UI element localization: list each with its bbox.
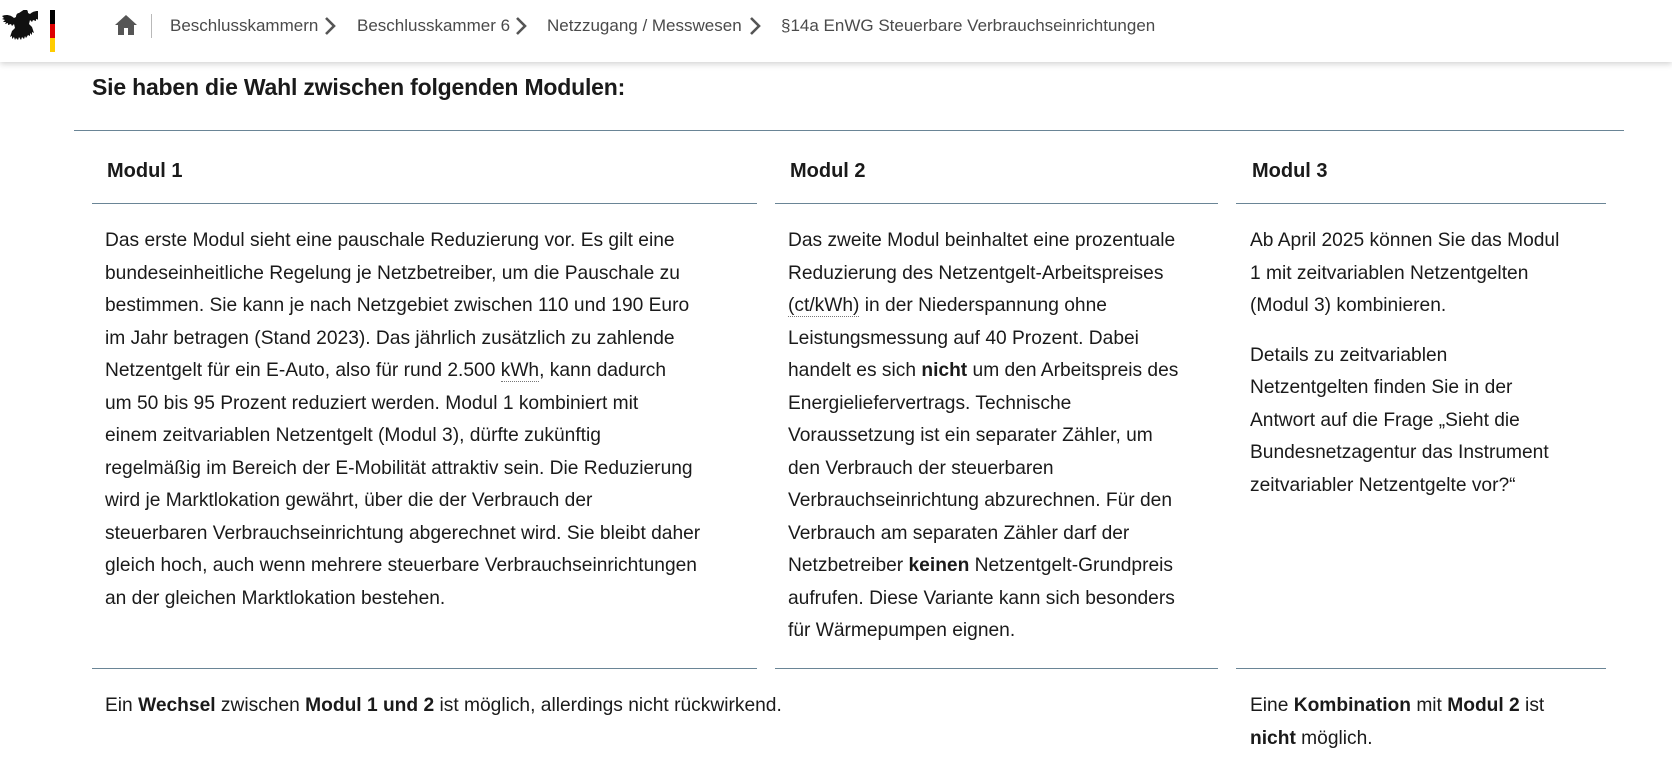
- text-line: steuerbaren Verbrauchseinrichtung abgerechnet wird. Sie bleibt daher: [105, 522, 701, 544]
- text-line: Details zu zeitvariablen: [1250, 344, 1448, 366]
- module-3-combination-note: [1250, 690, 1544, 755]
- section-heading: Sie haben die Wahl zwischen folgenden Modulen:: [92, 74, 626, 100]
- emphasis-wechsel: Wechsel: [138, 695, 216, 716]
- emphasis-modul-1-und-2: Modul 1 und 2: [305, 695, 435, 716]
- text-line: Verbrauchseinrichtung abzurechnen. Für den: [788, 490, 1172, 511]
- module-1-header-divider: [92, 203, 757, 204]
- text-line: 1 mit zeitvariablen Netzentgelten: [1250, 262, 1529, 284]
- text-line: an der gleichen Marktlokation bestehen.: [105, 587, 446, 609]
- text-line: regelmäßig im Bereich der E-Mobilität attraktiv sein. Die Reduzierung: [105, 457, 693, 479]
- module-2-header-divider: [775, 203, 1218, 204]
- breadcrumb-item-beschlusskammer-6[interactable]: Beschlusskammer 6: [357, 16, 511, 35]
- flag-black: [50, 10, 55, 24]
- eagle-icon: [0, 10, 38, 50]
- text-segment: Ein: [105, 695, 139, 716]
- text-line: [1250, 723, 1544, 756]
- home-icon[interactable]: [114, 14, 138, 36]
- module-3-header-divider: [1236, 203, 1606, 204]
- text-line: Das zweite Modul beinhaltet eine prozentuale: [788, 230, 1176, 251]
- bundesadler-logo[interactable]: [0, 6, 60, 50]
- text-line: Antwort auf die Frage „Sieht die: [1250, 409, 1520, 431]
- text-segment: handelt es sich: [788, 360, 922, 381]
- text-line: bundeseinheitliche Regelung je Netzbetreiber, um die Pauschale zu: [105, 262, 680, 284]
- kwh-abbreviation[interactable]: kWh: [500, 360, 540, 381]
- ct-kwh-abbreviation[interactable]: (ct/kWh): [788, 295, 860, 316]
- text-line: Das erste Modul sieht eine pauschale Reduzierung vor. Es gilt eine: [105, 230, 675, 251]
- text-line: [788, 355, 1178, 388]
- text-line: Verbrauch am separaten Zähler darf der: [788, 522, 1130, 544]
- text-segment: Netzentgelt-Grundpreis: [969, 555, 1174, 576]
- text-segment: um den Arbeitspreis des: [967, 360, 1179, 381]
- modules-1-2-switch-note: [105, 690, 782, 723]
- text-segment: ist: [1519, 695, 1545, 716]
- text-line: gleich hoch, auch wenn mehrere steuerbare Verbrauchseinrichtungen: [105, 555, 697, 576]
- text-line: [788, 290, 1178, 323]
- module-2-title: Modul 2: [790, 160, 866, 182]
- module-3-paragraph-1: [1250, 225, 1559, 323]
- text-segment: möglich.: [1295, 727, 1373, 749]
- chevron-right-icon: [749, 16, 761, 36]
- text-line: [1250, 690, 1544, 723]
- chevron-right-icon: [324, 16, 336, 36]
- text-segment: Netzbetreiber: [788, 555, 909, 576]
- text-segment: ist möglich, allerdings nicht rückwirkend.: [434, 695, 782, 716]
- breadcrumb-item-current-page[interactable]: §14a EnWG Steuerbare Verbrauchseinrichtungen: [781, 16, 1156, 35]
- module-3-footer-divider: [1236, 668, 1606, 669]
- text-segment: Netzentgelt für ein E-Auto, also für rund 2.500: [105, 360, 501, 381]
- text-line: den Verbrauch der steuerbaren: [788, 457, 1054, 479]
- module-2-description: [788, 225, 1178, 648]
- text-line: wird je Marktlokation gewährt, über die der Verbrauch der: [105, 490, 593, 511]
- emphasis-modul-2: Modul 2: [1447, 695, 1520, 716]
- emphasis-nicht: nicht: [1250, 727, 1296, 749]
- module-3-title: Modul 3: [1252, 160, 1328, 182]
- text-line: im Jahr betragen (Stand 2023). Das jährlich zusätzlich zu zahlende: [105, 327, 675, 349]
- breadcrumb-item-netzzugang-messwesen[interactable]: Netzzugang / Messwesen: [547, 16, 742, 35]
- text-segment: in der Niederspannung ohne: [859, 295, 1107, 316]
- text-line: aufrufen. Diese Variante kann sich besonders: [788, 587, 1175, 609]
- emphasis-nicht: nicht: [921, 360, 968, 381]
- text-line: Netzentgelten finden Sie in der: [1250, 377, 1513, 398]
- flag-gold: [50, 38, 55, 52]
- module-1-footer-divider: [92, 668, 757, 669]
- module-1-description: [105, 225, 700, 615]
- header-bar: [0, 0, 1672, 62]
- emphasis-kombination: Kombination: [1293, 695, 1411, 716]
- text-line: bestimmen. Sie kann je nach Netzgebiet zwischen 110 und 190 Euro: [105, 295, 690, 316]
- module-2-footer-divider: [775, 668, 1218, 669]
- text-line: [105, 355, 700, 388]
- text-line: Leistungsmessung auf 40 Prozent. Dabei: [788, 327, 1139, 349]
- text-segment: mit: [1410, 695, 1448, 716]
- text-line: Voraussetzung ist ein separater Zähler, um: [788, 425, 1153, 446]
- german-flag-stripe: [50, 10, 55, 52]
- breadcrumb-item-beschlusskammern[interactable]: Beschlusskammern: [170, 16, 319, 35]
- text-line: [788, 550, 1178, 583]
- section-divider: [74, 130, 1624, 131]
- module-3-description: [1250, 225, 1559, 519]
- module-3-paragraph-2: [1250, 340, 1559, 503]
- emphasis-keinen: keinen: [908, 555, 970, 576]
- text-segment: zwischen: [215, 695, 306, 716]
- flag-red: [50, 24, 55, 38]
- module-1-title: Modul 1: [107, 160, 183, 182]
- chevron-right-icon: [515, 16, 527, 36]
- text-line: für Wärmepumpen eignen.: [788, 620, 1016, 641]
- text-line: zeitvariabler Netzentgelte vor?“: [1250, 474, 1516, 496]
- text-line: (Modul 3) kombinieren.: [1250, 295, 1447, 316]
- text-line: einem zeitvariablen Netzentgelt (Modul 3), dürfte zukünftig: [105, 425, 601, 446]
- text-line: [105, 690, 782, 723]
- text-line: Reduzierung des Netzentgelt-Arbeitspreises: [788, 262, 1164, 284]
- text-line: Energieliefervertrags. Technische: [788, 392, 1072, 414]
- text-segment: , kann dadurch: [539, 360, 667, 381]
- text-line: Bundesnetzagentur das Instrument: [1250, 442, 1549, 463]
- text-line: Ab April 2025 können Sie das Modul: [1250, 230, 1560, 251]
- breadcrumb-divider: [151, 14, 152, 38]
- text-segment: Eine: [1250, 695, 1294, 716]
- text-line: um 50 bis 95 Prozent reduziert werden. Modul 1 kombiniert mit: [105, 392, 639, 414]
